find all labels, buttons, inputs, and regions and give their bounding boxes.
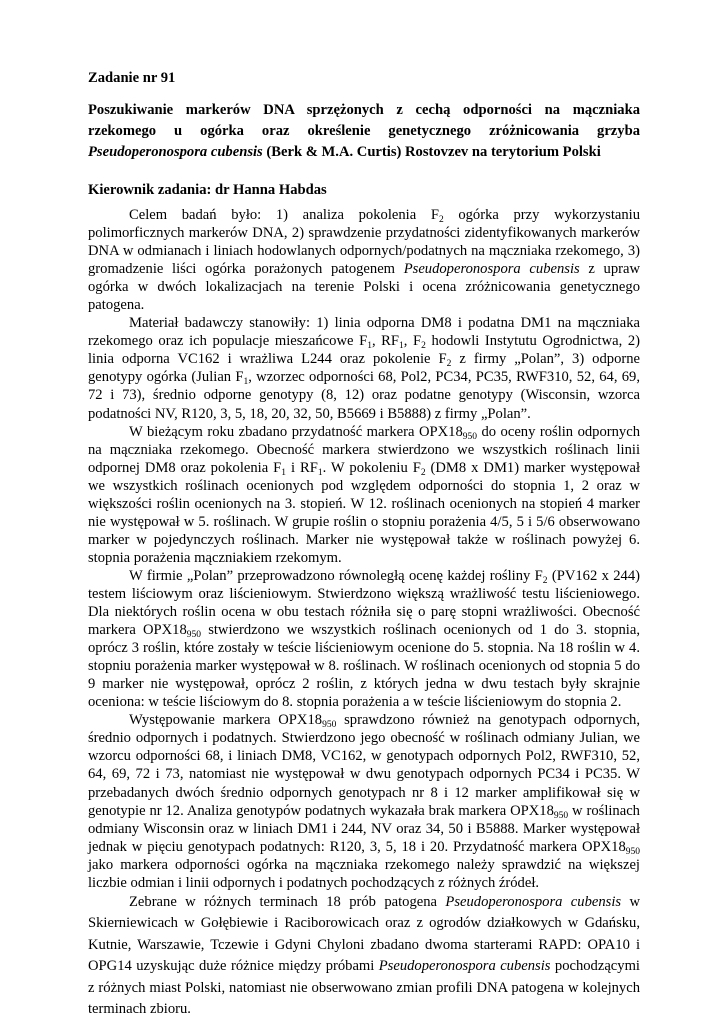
text-run: jako markera odporności ogórka na mączniaka rzekomego należy sprawdzić na większej liczbie odmian i linii odpornych i podatnych pochodzących z różnych źródeł. xyxy=(88,856,640,891)
text-run: Zebrane w różnych terminach 18 prób patogena xyxy=(129,893,446,910)
text-run: (DM8 x DM1) marker występował we wszystkich roślinach ocenionych pod względem odporności do stopnia 1, 2 oraz w większości roślin ocenionych na 3. stopień. W 12. roślinach ocenionych na stopień 4 marker nie występował w 5. roślinach. W grupie roślin o stopniu porażenia 4/5, 5 i 5/6 obserwowano marker w pojedynczych roślinach. Marker nie występował także w roślinach powyżej 6. stopnia porażenia mączniakiem rzekomym. xyxy=(88,459,641,566)
text-run: pochodzącymi z różnych miast Polski, natomiast nie obserwowano zmian profili DNA patogena w kolejnych terminach zbioru. xyxy=(88,958,640,1018)
subscript: 2 xyxy=(542,575,548,586)
text-run: , wzorzec odporności 68, Pol2, PC34, PC35, RWF310, 52, 64, 69, 72 i 73), średnio odporne genotypy (8, 12) oraz podatne genotypy (Wisconsin, wzorca podatności NV, R120, 3, 5, 18, 20, 32, 50, B5669 i B5888) z firmy „Polan”. xyxy=(88,369,641,422)
title-line-2: rzekomego u ogórka oraz określenie genetycznego zróżnicowania grzyba xyxy=(88,123,640,139)
text-run: w roślinach odmiany Wisconsin oraz w liniach DM1 i 244, NV oraz 34, 50 i B5888. Marker występował jednak w pięciu genotypach podatnych: R120, 3, 5, 18 i 20. Przydatność markera OPX18 xyxy=(88,802,640,855)
text-run: sprawdzono również na genotypach odpornych, średnio odpornych i podatnych. Stwierdzono jego obecność w roślinach odmiany Julian, we wzorcu odporności 68, i liniach DM8, VC162, w genotypach odpornych Pol2, RWF310, 52, 64, 69, 72 i 73, natomiast nie występował w dwu genotypach odpornych PC34 i PC35. W przebadanych dwóch średnio odpornych genotypach nr 8 i 12 marker amplifikował się w genotypie nr 12. Analiza genotypów podatnych wykazała brak markera OPX18 xyxy=(88,712,640,819)
text-run: z firmy „Polan”, 3) odporne genotypy ogórka (Julian F xyxy=(88,351,640,386)
subscript: 950 xyxy=(322,720,337,731)
text-run: Występowanie markera OPX18 xyxy=(129,712,323,729)
text-run: do oceny roślin odpornych na mączniaka rzekomego. Obecność markera stwierdzono we wszystkich roślinach linii odpornej DM8 oraz pokolenia F xyxy=(88,423,640,476)
subscript: 1 xyxy=(317,467,323,478)
text-run: , RF xyxy=(371,333,400,350)
text-run: hodowli Instytutu Ogrodnictwa, 2) linia odporna VC162 i wrażliwa L244 oraz pokolenie F xyxy=(88,333,640,368)
subscript: 2 xyxy=(421,341,426,352)
species-name: Pseudoperonospora cubensis xyxy=(445,893,622,910)
title-line-3-rest: (Berk & M.A. Curtis) Rostovzev na terytorium Polski xyxy=(262,144,601,160)
paragraph-genotypes xyxy=(88,711,640,891)
subscript: 2 xyxy=(446,359,452,370)
title-line-1: Poszukiwanie markerów DNA sprzężonych z cechą odporności na mączniaka xyxy=(88,102,640,118)
text-run: stwierdzono we wszystkich roślinach ocenionych od 1 do 3. stopnia, oprócz 3 roślin, które zostały w teście liścieniowym ocenione do 5. stopnia. Na 18 roślin w 4. stopniu porażenia marker występował w 8. roślinach. W roślinach ocenionych od stopnia 5 do 9 marker nie występował, oprócz 2 roślin, z których jedna w dwu testach były skrajnie oceniona: w teście liściowym do 8. stopnia porażenia a w teście liścieniowym do stopnia 2. xyxy=(88,622,640,711)
text-run: Materiał badawczy stanowiły: 1) linia odporna DM8 i podatna DM1 na mączniaka rzekomego oraz ich populacje mieszańcowe F xyxy=(88,315,640,350)
subscript: 950 xyxy=(553,810,569,821)
subscript: 2 xyxy=(438,215,444,225)
subscript: 950 xyxy=(186,630,202,641)
text-run: Celem badań było: 1) analiza pokolenia F xyxy=(129,207,439,223)
project-lead: Kierownik zadania: dr Hanna Habdas xyxy=(88,182,327,198)
species-name: Pseudoperonospora cubensis xyxy=(403,261,580,278)
text-run: . W pokoleniu F xyxy=(322,459,421,476)
text-run: z upraw ogórka w dwóch lokalizacjach na terenie Polski i ocena zróżnicowania genetycznego patogena. xyxy=(88,261,640,314)
text-run: w Skierniewicach w Gołębiewie i Raciborowicach oraz z ogrodów działkowych w Gdańsku, Kutnie, Warszawie, Tczewie i Gdyni Chyloni zbadano dwoma starterami RAPD: OPA10 i OPG14 uzyskując duże różnice między próbami xyxy=(88,893,641,975)
text-run: ogórka przy wykorzystaniu polimorficznych markerów DNA, 2) sprawdzenie przydatności zidentyfikowanych markerów DNA w odmianach i liniach hodowlanych odpornych/podatnych na mączniaka rzekomego, 3) gromadzenie liści ogórka porażonych patogenem xyxy=(88,207,640,278)
text-run: i RF xyxy=(286,459,318,476)
text-run: W firmie „Polan” przeprowadzono równoległą ocenę każdej rośliny F xyxy=(129,567,543,584)
task-heading: Zadanie nr 91 xyxy=(88,70,176,86)
subscript: 1 xyxy=(399,341,404,352)
subscript: 2 xyxy=(420,467,426,478)
text-run: (PV162 x 244) testem liściowym oraz liścieniowym. Stwierdzono większą wrażliwość testu liścieniowego. Dla niektórych roślin ocena w obu testach różniła się o parę stopni wrażliwości. Obecność markera OPX18 xyxy=(88,567,640,639)
subscript: 1 xyxy=(367,341,372,352)
title-species-name: Pseudoperonospora cubensis xyxy=(88,144,263,160)
project-title xyxy=(88,100,640,163)
species-name: Pseudoperonospora cubensis xyxy=(378,958,551,975)
report-body xyxy=(88,206,640,1021)
paragraph-marker-f2 xyxy=(88,423,640,567)
text-run: W bieżącym roku zbadano przydatność markera OPX18 xyxy=(129,423,463,440)
paragraph-aims xyxy=(88,206,640,314)
text-run: , F xyxy=(403,333,422,350)
subscript: 950 xyxy=(625,846,640,857)
subscript: 1 xyxy=(281,467,287,478)
subscript: 1 xyxy=(243,377,249,388)
title-line-3 xyxy=(88,142,640,163)
subscript: 950 xyxy=(462,431,477,442)
paragraph-material xyxy=(88,314,640,422)
paragraph-polan-tests xyxy=(88,567,640,711)
paragraph-pathogen-samples xyxy=(88,892,640,1021)
